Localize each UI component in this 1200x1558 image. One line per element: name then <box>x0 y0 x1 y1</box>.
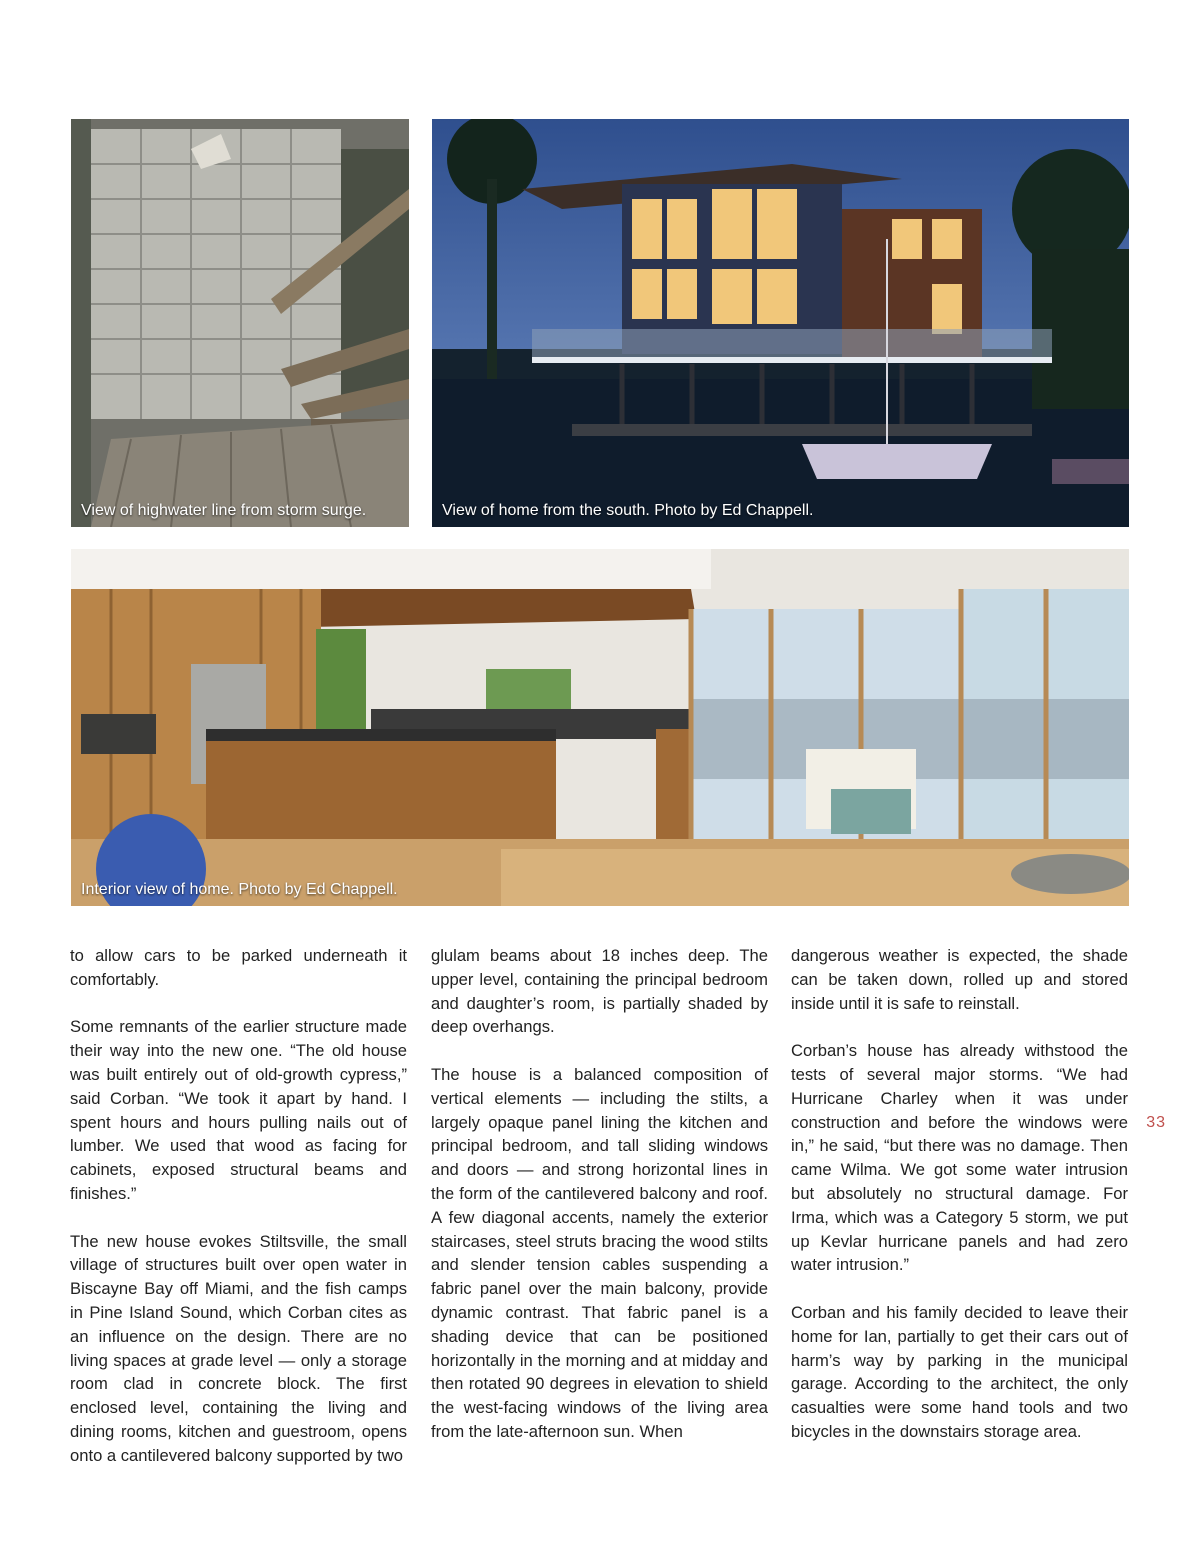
article-paragraph: The new house evokes Stiltsville, the small village of structures built over open water in Biscayne Bay off Miami, and the fish camps in Pine Island Sound, which Corban cites as an influence on the design. There are no living spaces at grade level — only a storage room clad in concrete block. The first enclosed level, containing the living and dining rooms, kitchen and guestroom, opens onto a cantilevered balcony supported by two <box>70 1231 407 1465</box>
article-column-3 <box>791 944 1128 1468</box>
article-column-2 <box>431 944 768 1468</box>
photo-home-from-south-image <box>432 119 1129 527</box>
photo-highwater-line-image <box>71 119 409 527</box>
article-paragraph: glulam beams about 18 inches deep. The upper level, containing the principal bedroom and daughter’s room, is partially shaded by deep overhangs. <box>431 946 768 1037</box>
photo-caption: Interior view of home. Photo by Ed Chappell. <box>81 881 398 898</box>
photo-interior-image <box>71 549 1129 906</box>
article-paragraph: Corban and his family decided to leave their home for Ian, partially to get their cars out of harm’s way by parking in the municipal garage. According to the architect, the only casualties were some hand tools and two bicycles in the downstairs storage area. <box>791 1302 1128 1441</box>
photo-interior <box>71 549 1129 906</box>
photo-highwater-line <box>71 119 409 527</box>
article-paragraph: dangerous weather is expected, the shade can be taken down, rolled up and stored inside until it is safe to reinstall. <box>791 946 1128 1013</box>
article-column-1 <box>70 944 407 1491</box>
article-paragraph: The house is a balanced composition of vertical elements — including the stilts, a largely opaque panel lining the kitchen and principal bedroom, and tall sliding windows and doors — and strong horizontal lines in the form of the cantilevered balcony and roof. A few diagonal accents, namely the exterior staircases, steel struts bracing the wood stilts and slender tension cables suspending a fabric panel over the main balcony, provide dynamic contrast. That fabric panel is a shading device that can be positioned horizontally in the morning and at midday and then rotated 90 degrees in elevation to shield the west-facing windows of the living area from the late-afternoon sun. When <box>431 1064 768 1441</box>
page-number: 33 <box>1146 1114 1166 1131</box>
article-paragraph: Some remnants of the earlier structure made their way into the new one. “The old house was built entirely out of old-growth cypress,” said Corban. “We took it apart by hand. I spent hours and hours pulling nails out of lumber. We used that wood as facing for cabinets, exposed structural beams and finishes.” <box>70 1017 407 1203</box>
article-paragraph: to allow cars to be parked underneath it comfortably. <box>70 946 407 989</box>
photo-caption: View of highwater line from storm surge. <box>81 502 367 519</box>
photo-caption: View of home from the south. Photo by Ed Chappell. <box>442 502 814 519</box>
photo-home-from-south <box>432 119 1129 527</box>
article-paragraph: Corban’s house has already withstood the tests of several major storms. “We had Hurricane Charley when it was under construction and before the windows were in,” he said, “but there was no damage. Then came Wilma. We got some water intrusion but absolutely no structural damage. For Irma, which was a Category 5 storm, we put up Kevlar hurricane panels and had zero water intrusion.” <box>791 1041 1128 1275</box>
